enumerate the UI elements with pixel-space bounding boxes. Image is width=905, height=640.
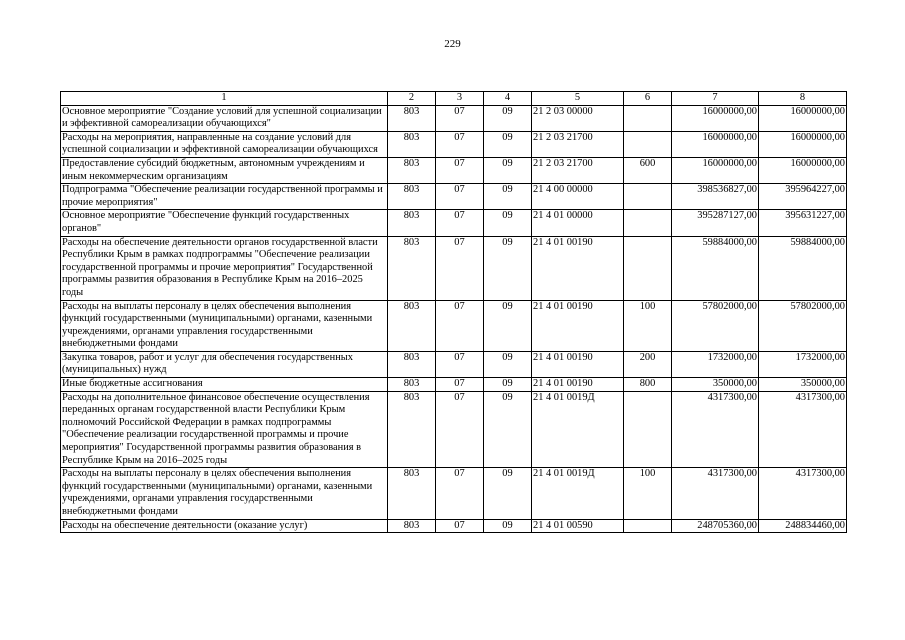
ministry-code-cell: 803 xyxy=(388,378,436,392)
expense-type-cell xyxy=(624,236,672,300)
subsection-cell: 09 xyxy=(484,468,532,519)
header-cell: 6 xyxy=(624,92,672,106)
section-cell: 07 xyxy=(436,391,484,468)
amount-year1-cell: 57802000,00 xyxy=(672,300,759,351)
table-row xyxy=(61,157,847,183)
table-row xyxy=(61,105,847,131)
table-row xyxy=(61,300,847,351)
table-row xyxy=(61,131,847,157)
target-article-cell: 21 4 01 00000 xyxy=(532,210,624,236)
amount-year2-cell: 59884000,00 xyxy=(759,236,847,300)
subsection-cell: 09 xyxy=(484,131,532,157)
target-article-cell: 21 4 01 00590 xyxy=(532,519,624,533)
amount-year2-cell: 248834460,00 xyxy=(759,519,847,533)
ministry-code-cell: 803 xyxy=(388,351,436,377)
expense-type-cell: 200 xyxy=(624,351,672,377)
subsection-cell: 09 xyxy=(484,378,532,392)
subsection-cell: 09 xyxy=(484,105,532,131)
ministry-code-cell: 803 xyxy=(388,184,436,210)
row-name-cell: Подпрограмма "Обеспечение реализации государственной программы и прочие мероприятия" xyxy=(61,184,388,210)
section-cell: 07 xyxy=(436,131,484,157)
ministry-code-cell: 803 xyxy=(388,131,436,157)
amount-year1-cell: 4317300,00 xyxy=(672,468,759,519)
table-row xyxy=(61,378,847,392)
section-cell: 07 xyxy=(436,468,484,519)
row-name-cell: Расходы на обеспечение деятельности органов государственной власти Республики Крым в рамках подпрограммы "Обеспечение реализации государственной программы и прочие мероприятия" Государственной программы развития образования в Республике Крым на 2016–2025 годы xyxy=(61,236,388,300)
amount-year1-cell: 350000,00 xyxy=(672,378,759,392)
row-name-cell: Предоставление субсидий бюджетным, автономным учреждениям и иным некоммерческим организациям xyxy=(61,157,388,183)
amount-year1-cell: 16000000,00 xyxy=(672,105,759,131)
subsection-cell: 09 xyxy=(484,519,532,533)
ministry-code-cell: 803 xyxy=(388,157,436,183)
row-name-cell: Расходы на обеспечение деятельности (оказание услуг) xyxy=(61,519,388,533)
table-body xyxy=(61,105,847,533)
amount-year2-cell: 16000000,00 xyxy=(759,131,847,157)
amount-year1-cell: 59884000,00 xyxy=(672,236,759,300)
target-article-cell: 21 4 01 0019Д xyxy=(532,468,624,519)
section-cell: 07 xyxy=(436,236,484,300)
section-cell: 07 xyxy=(436,157,484,183)
subsection-cell: 09 xyxy=(484,300,532,351)
expense-type-cell: 800 xyxy=(624,378,672,392)
target-article-cell: 21 4 01 00190 xyxy=(532,351,624,377)
row-name-cell: Расходы на дополнительное финансовое обеспечение осуществления переданных органам государственной власти Республики Крым полномочий Российской Федерации в рамках подпрограммы "Обеспечение реализации государственной программы и прочие мероприятия" Государственной программы развития образования в Республике Крым на 2016–2025 годы xyxy=(61,391,388,468)
amount-year2-cell: 4317300,00 xyxy=(759,391,847,468)
section-cell: 07 xyxy=(436,210,484,236)
ministry-code-cell: 803 xyxy=(388,300,436,351)
amount-year2-cell: 350000,00 xyxy=(759,378,847,392)
budget-table xyxy=(60,91,847,533)
section-cell: 07 xyxy=(436,184,484,210)
target-article-cell: 21 4 01 00190 xyxy=(532,378,624,392)
expense-type-cell xyxy=(624,184,672,210)
header-cell: 3 xyxy=(436,92,484,106)
row-name-cell: Расходы на мероприятия, направленные на создание условий для успешной социализации и эффективной самореализации обучающихся xyxy=(61,131,388,157)
header-cell: 1 xyxy=(61,92,388,106)
row-name-cell: Основное мероприятие "Создание условий для успешной социализации и эффективной самореализации обучающихся" xyxy=(61,105,388,131)
target-article-cell: 21 4 00 00000 xyxy=(532,184,624,210)
expense-type-cell xyxy=(624,131,672,157)
row-name-cell: Расходы на выплаты персоналу в целях обеспечения выполнения функций государственными (муниципальными) органами, казенными учреждениями, органами управления государственными внебюджетными фондами xyxy=(61,468,388,519)
table-header-row xyxy=(61,92,847,106)
amount-year1-cell: 1732000,00 xyxy=(672,351,759,377)
amount-year1-cell: 395287127,00 xyxy=(672,210,759,236)
section-cell: 07 xyxy=(436,105,484,131)
header-cell: 7 xyxy=(672,92,759,106)
ministry-code-cell: 803 xyxy=(388,391,436,468)
section-cell: 07 xyxy=(436,351,484,377)
ministry-code-cell: 803 xyxy=(388,468,436,519)
page-number: 229 xyxy=(444,38,461,50)
section-cell: 07 xyxy=(436,519,484,533)
section-cell: 07 xyxy=(436,378,484,392)
target-article-cell: 21 4 01 00190 xyxy=(532,236,624,300)
table-row xyxy=(61,351,847,377)
amount-year1-cell: 4317300,00 xyxy=(672,391,759,468)
table-row xyxy=(61,236,847,300)
amount-year2-cell: 1732000,00 xyxy=(759,351,847,377)
expense-type-cell: 100 xyxy=(624,468,672,519)
amount-year2-cell: 57802000,00 xyxy=(759,300,847,351)
subsection-cell: 09 xyxy=(484,236,532,300)
header-cell: 5 xyxy=(532,92,624,106)
expense-type-cell xyxy=(624,519,672,533)
table-row xyxy=(61,468,847,519)
target-article-cell: 21 2 03 21700 xyxy=(532,157,624,183)
amount-year2-cell: 395964227,00 xyxy=(759,184,847,210)
header-cell: 4 xyxy=(484,92,532,106)
expense-type-cell xyxy=(624,391,672,468)
amount-year1-cell: 248705360,00 xyxy=(672,519,759,533)
row-name-cell: Расходы на выплаты персоналу в целях обеспечения выполнения функций государственными (муниципальными) органами, казенными учреждениями, органами управления государственными внебюджетными фондами xyxy=(61,300,388,351)
table-row xyxy=(61,391,847,468)
amount-year2-cell: 16000000,00 xyxy=(759,157,847,183)
target-article-cell: 21 2 03 21700 xyxy=(532,131,624,157)
target-article-cell: 21 4 01 00190 xyxy=(532,300,624,351)
amount-year1-cell: 398536827,00 xyxy=(672,184,759,210)
amount-year2-cell: 395631227,00 xyxy=(759,210,847,236)
expense-type-cell xyxy=(624,105,672,131)
row-name-cell: Закупка товаров, работ и услуг для обеспечения государственных (муниципальных) нужд xyxy=(61,351,388,377)
row-name-cell: Иные бюджетные ассигнования xyxy=(61,378,388,392)
section-cell: 07 xyxy=(436,300,484,351)
header-cell: 8 xyxy=(759,92,847,106)
ministry-code-cell: 803 xyxy=(388,519,436,533)
expense-type-cell: 600 xyxy=(624,157,672,183)
subsection-cell: 09 xyxy=(484,157,532,183)
subsection-cell: 09 xyxy=(484,351,532,377)
amount-year2-cell: 4317300,00 xyxy=(759,468,847,519)
header-cell: 2 xyxy=(388,92,436,106)
amount-year1-cell: 16000000,00 xyxy=(672,131,759,157)
row-name-cell: Основное мероприятие "Обеспечение функций государственных органов" xyxy=(61,210,388,236)
ministry-code-cell: 803 xyxy=(388,236,436,300)
subsection-cell: 09 xyxy=(484,210,532,236)
target-article-cell: 21 2 03 00000 xyxy=(532,105,624,131)
expense-type-cell xyxy=(624,210,672,236)
table-row xyxy=(61,184,847,210)
amount-year2-cell: 16000000,00 xyxy=(759,105,847,131)
expense-type-cell: 100 xyxy=(624,300,672,351)
table-row xyxy=(61,210,847,236)
target-article-cell: 21 4 01 0019Д xyxy=(532,391,624,468)
subsection-cell: 09 xyxy=(484,391,532,468)
amount-year1-cell: 16000000,00 xyxy=(672,157,759,183)
subsection-cell: 09 xyxy=(484,184,532,210)
table-row xyxy=(61,519,847,533)
ministry-code-cell: 803 xyxy=(388,210,436,236)
ministry-code-cell: 803 xyxy=(388,105,436,131)
